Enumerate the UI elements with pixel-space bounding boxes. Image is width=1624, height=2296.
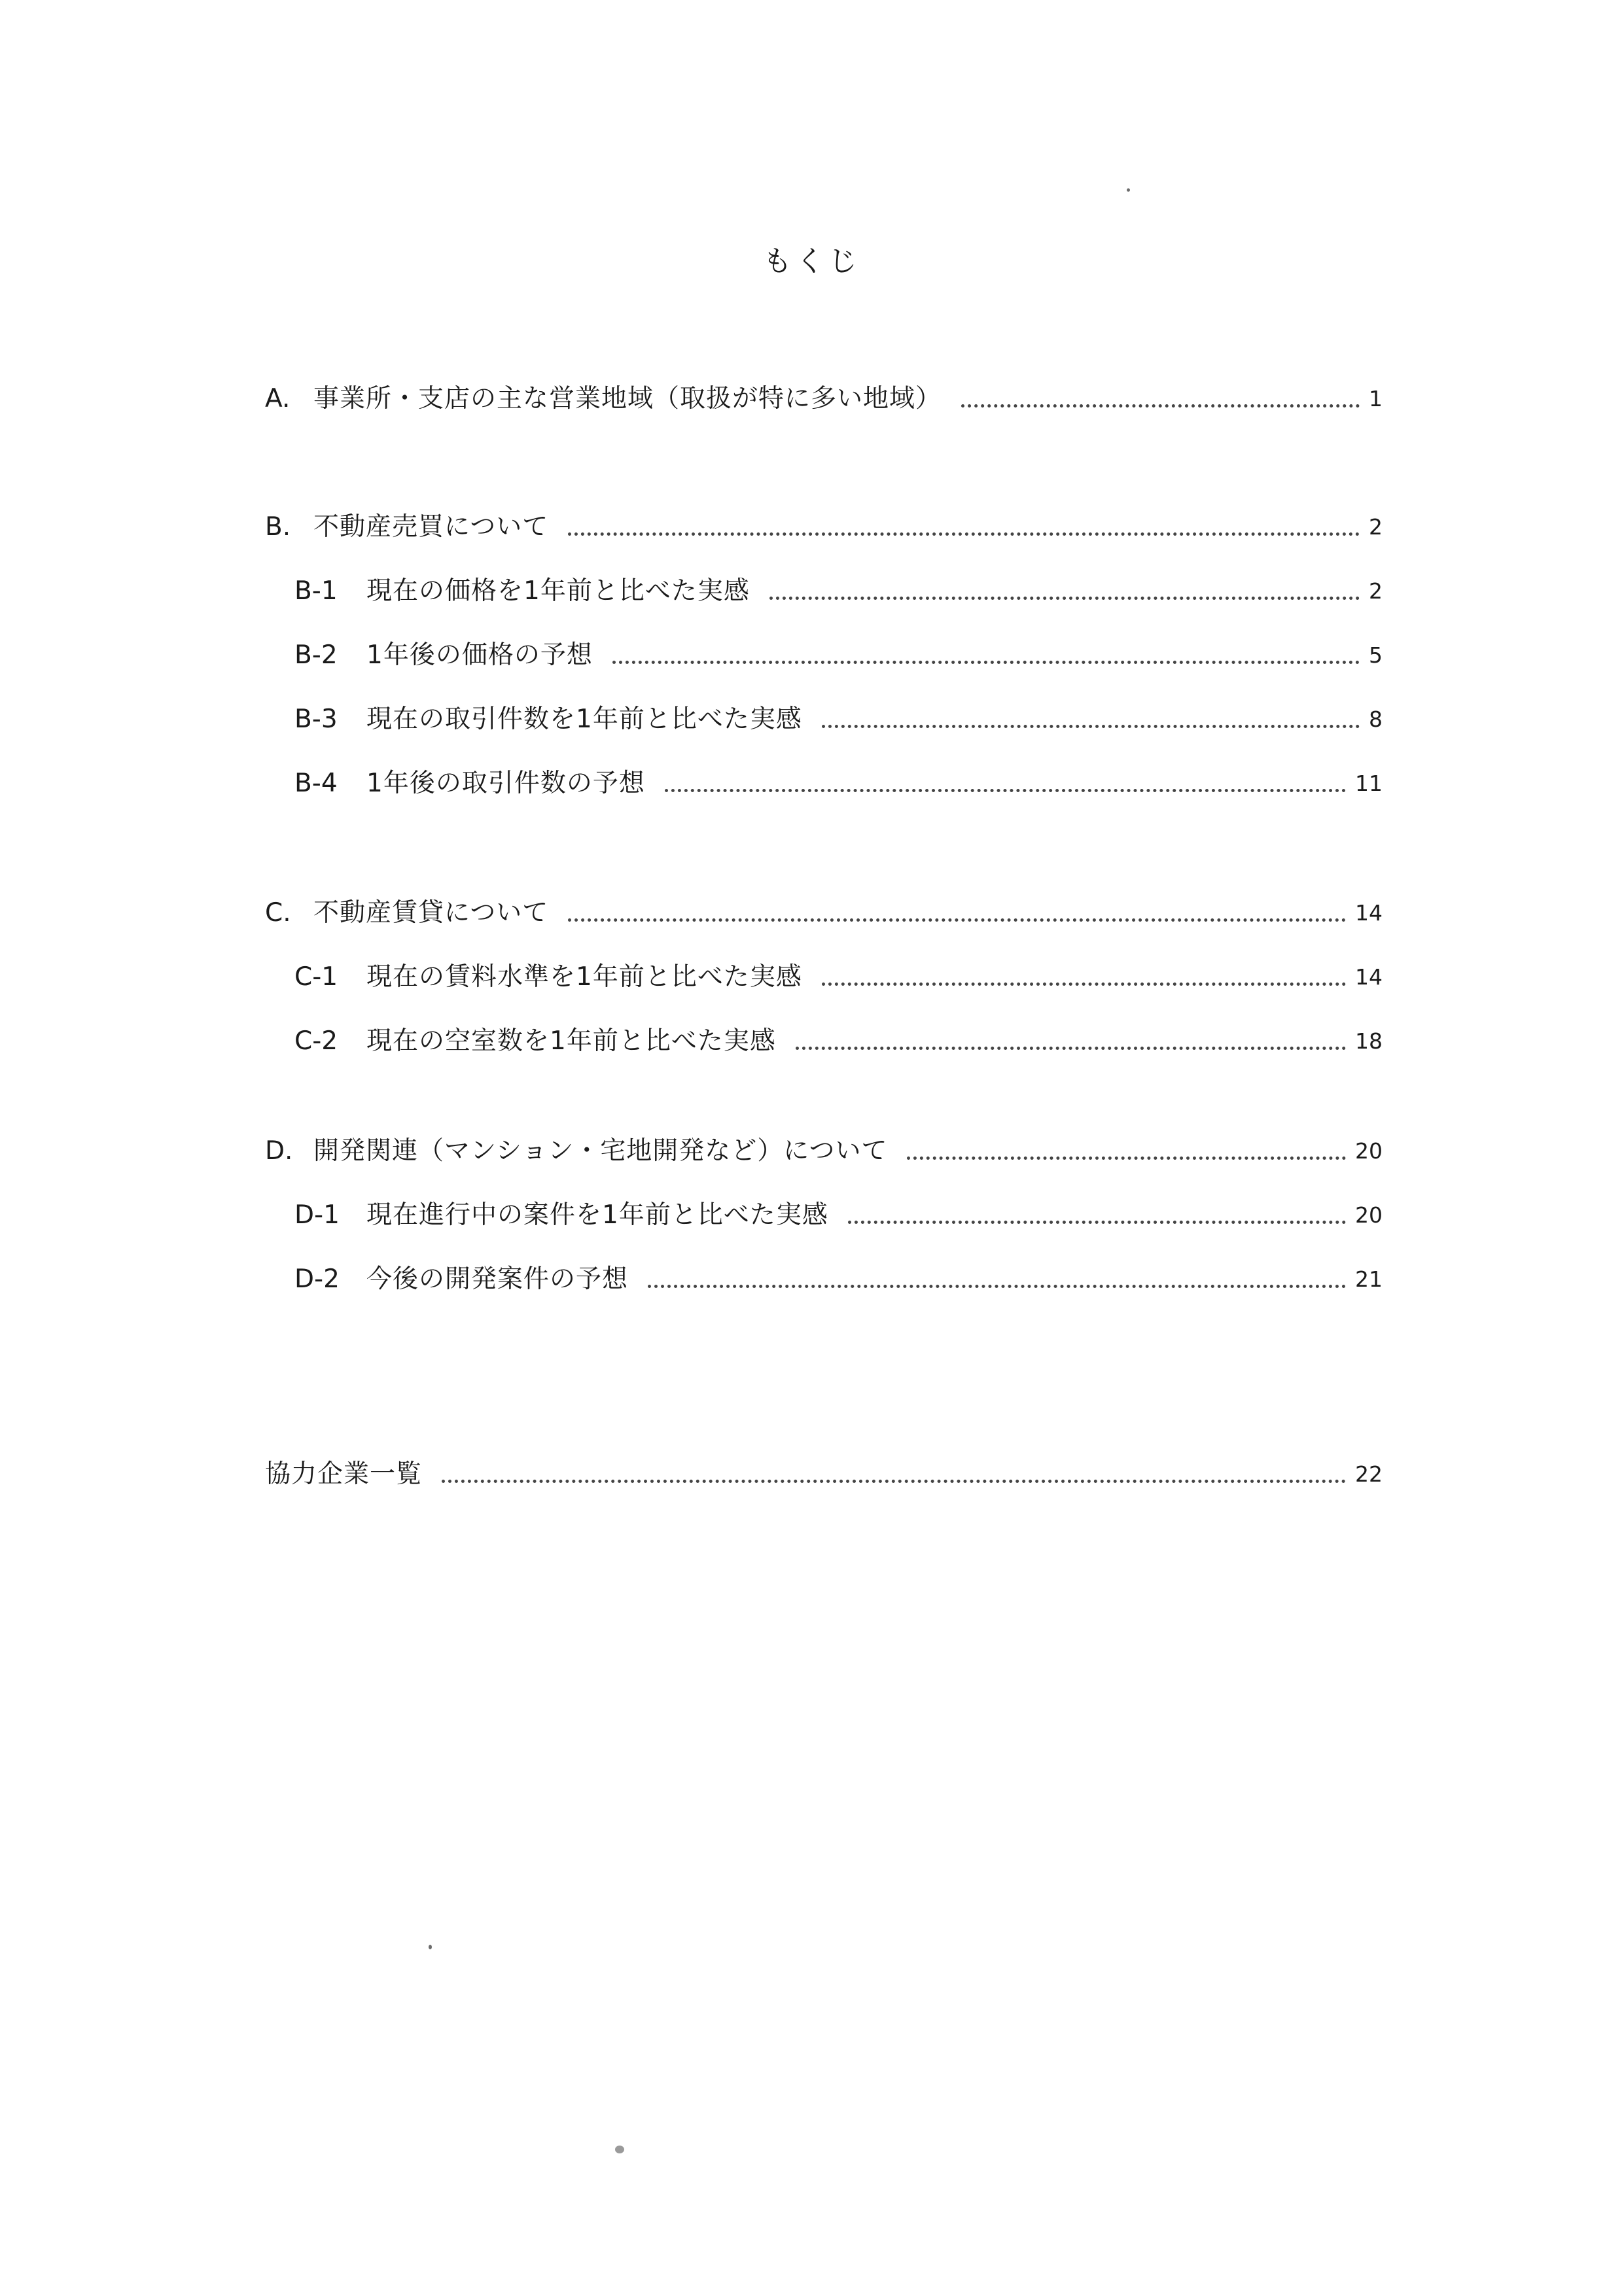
toc-page-number: 18 bbox=[1355, 1028, 1383, 1054]
toc-code: C. bbox=[265, 898, 291, 928]
toc-page-number: 1 bbox=[1369, 386, 1383, 411]
toc-page-number: 5 bbox=[1369, 642, 1383, 668]
toc-entry-c[interactable] bbox=[265, 894, 1383, 933]
toc-entry-b-4[interactable] bbox=[294, 764, 1383, 803]
toc-leader-dots bbox=[769, 597, 1360, 600]
toc-label: 現在の空室数を1年前と比べた実感 bbox=[366, 1026, 776, 1056]
toc-entry-d[interactable] bbox=[265, 1132, 1383, 1171]
scan-speck bbox=[615, 2146, 624, 2153]
toc-leader-dots bbox=[648, 1285, 1346, 1288]
toc-label: 現在の取引件数を1年前と比べた実感 bbox=[366, 704, 802, 734]
toc-page-number: 20 bbox=[1355, 1202, 1383, 1228]
toc-label: 1年後の価格の予想 bbox=[366, 640, 593, 670]
toc-code: B. bbox=[265, 512, 291, 542]
toc-leader-dots bbox=[796, 1047, 1346, 1050]
toc-entry-c-2[interactable] bbox=[294, 1022, 1383, 1061]
toc-label: 事業所・支店の主な営業地域（取扱が特に多い地域） bbox=[313, 384, 942, 413]
toc-entry-c-1[interactable] bbox=[294, 958, 1383, 997]
toc-entry-d-1[interactable] bbox=[294, 1196, 1383, 1235]
toc-entry-cooperating-companies[interactable] bbox=[265, 1455, 1383, 1494]
toc-label: 1年後の取引件数の予想 bbox=[366, 769, 645, 798]
toc-entry-b[interactable] bbox=[265, 508, 1383, 547]
toc-entry-a[interactable] bbox=[265, 379, 1383, 419]
toc-leader-dots bbox=[822, 725, 1360, 728]
toc-code: C-1 bbox=[294, 962, 338, 992]
toc-page-number: 2 bbox=[1369, 514, 1383, 540]
toc-leader-dots bbox=[848, 1221, 1346, 1224]
toc-leader-dots bbox=[612, 661, 1360, 664]
toc-page-number: 21 bbox=[1355, 1266, 1383, 1292]
toc-code: D-1 bbox=[294, 1200, 340, 1230]
toc-code: B-1 bbox=[294, 576, 338, 606]
toc-page-number: 14 bbox=[1355, 964, 1383, 990]
toc-leader-dots bbox=[568, 918, 1346, 922]
toc-label: 協力企業一覧 bbox=[265, 1459, 423, 1489]
toc-code: B-3 bbox=[294, 704, 338, 734]
toc-label: 現在の賃料水準を1年前と比べた実感 bbox=[366, 962, 802, 992]
toc-leader-dots bbox=[907, 1157, 1346, 1160]
toc-code: B-4 bbox=[294, 769, 338, 798]
toc-page-number: 20 bbox=[1355, 1138, 1383, 1164]
toc-code: B-2 bbox=[294, 640, 338, 670]
toc-entry-b-3[interactable] bbox=[294, 700, 1383, 739]
toc-label: 開発関連（マンション・宅地開発など）について bbox=[313, 1136, 888, 1166]
toc-code: A. bbox=[265, 384, 291, 413]
toc-label: 不動産売買について bbox=[313, 512, 549, 542]
toc-code: D-2 bbox=[294, 1264, 340, 1294]
toc-entry-b-2[interactable] bbox=[294, 636, 1383, 675]
toc-label: 不動産賃貸について bbox=[313, 898, 549, 928]
toc-leader-dots bbox=[665, 789, 1346, 792]
toc-leader-dots bbox=[442, 1480, 1346, 1483]
toc-leader-dots bbox=[961, 404, 1360, 408]
toc-page-number: 2 bbox=[1369, 578, 1383, 604]
toc-code: D. bbox=[265, 1136, 293, 1166]
toc-code: C-2 bbox=[294, 1026, 338, 1056]
toc-page-number: 22 bbox=[1355, 1461, 1383, 1487]
toc-page-number: 11 bbox=[1355, 771, 1383, 796]
toc-entry-d-2[interactable] bbox=[294, 1260, 1383, 1299]
toc-label: 現在進行中の案件を1年前と比べた実感 bbox=[366, 1200, 828, 1230]
scan-speck bbox=[1127, 188, 1130, 192]
toc-leader-dots bbox=[568, 532, 1360, 536]
toc-entry-b-1[interactable] bbox=[294, 572, 1383, 611]
toc-page-number: 14 bbox=[1355, 900, 1383, 926]
toc-page-number: 8 bbox=[1369, 706, 1383, 732]
toc-label: 今後の開発案件の予想 bbox=[366, 1264, 629, 1294]
page-title: もくじ bbox=[763, 245, 861, 278]
scan-speck bbox=[429, 1945, 432, 1949]
toc-leader-dots bbox=[822, 983, 1346, 986]
toc-label: 現在の価格を1年前と比べた実感 bbox=[366, 576, 750, 606]
